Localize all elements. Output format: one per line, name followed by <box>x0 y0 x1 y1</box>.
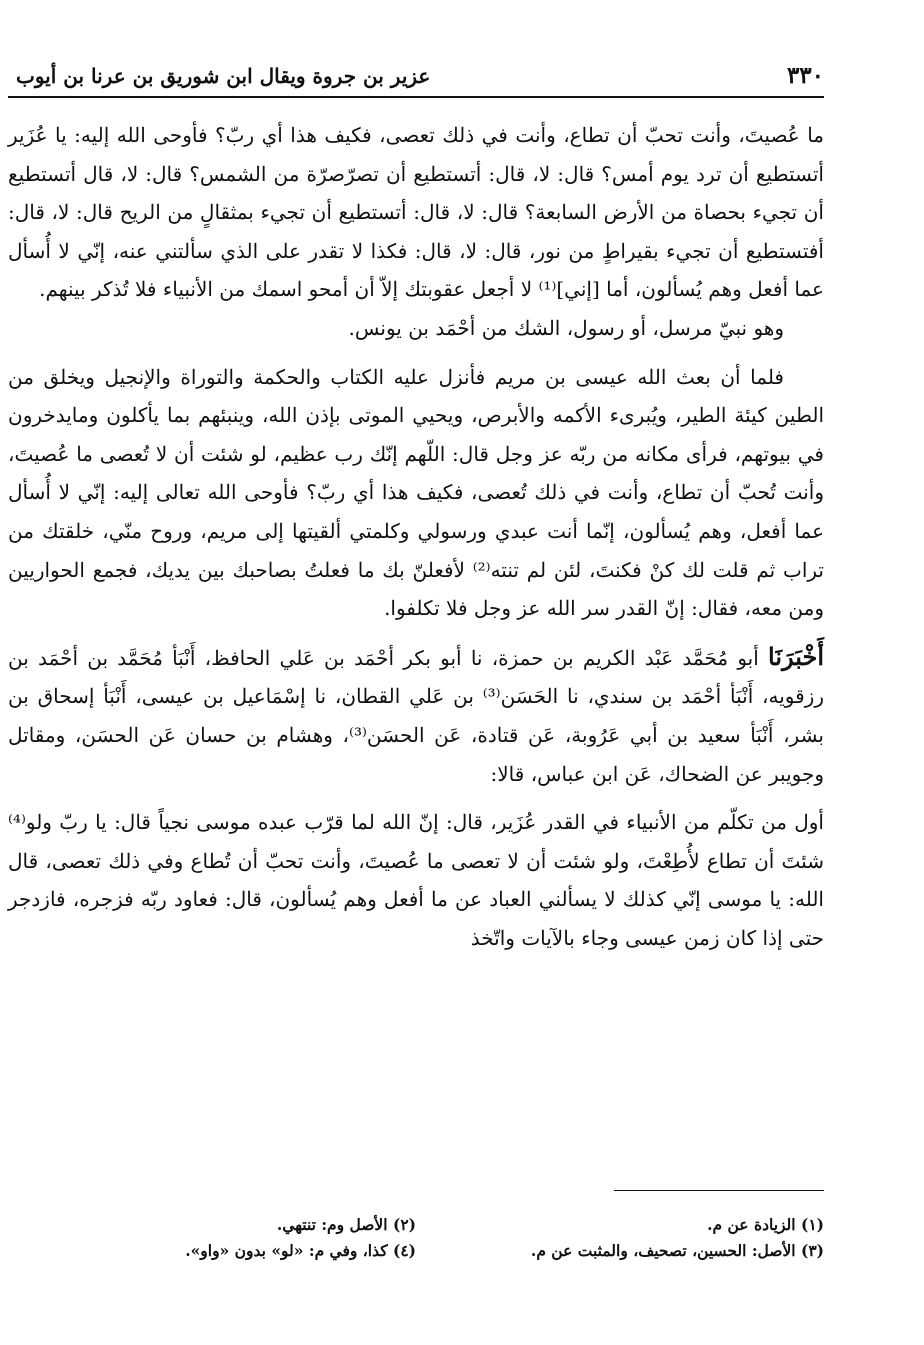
paragraph-2: وهو نبيّ مرسل، أو رسول، الشك من أحْمَد بن يونس. <box>348 315 784 340</box>
paragraph-4 <box>8 638 824 793</box>
akhbarana-lead-word: أَخْبَرَنَا <box>768 641 824 671</box>
footnote-row <box>8 1212 824 1238</box>
footnote-1: (١) الزيادة عن م. <box>707 1215 824 1234</box>
paragraph-1: ما عُصيتَ، وأنت تحبّ أن تطاع، وأنت في ذلك تعصى، فكيف هذا أي ربّ؟ فأوحى الله إليه: يا عُزَير أتستطيع أن ترد يوم أمس؟ قال: لا، قال: أتستطيع أن تصرّصرّة من الشمس؟ قال: لا، قال أتستطيع أن تجيء بحصاة من الأرض السابعة؟ قال: لا، قال: أتستطيع أن تجيء بمثقالٍ من الريح قال: لا، قال: أفتستطيع أن تجيء بقيراطٍ من نور، قال: لا، قال: فكذا لا تقدر على الذي سألتني عنه، إنّي لا أُسأل عما أفعل وهم يُسألون، أما [إني]⁽¹⁾ لا أجعل عقوبتك إلاّ أن أمحو اسمك من الأنبياء فلا تُذكر بينهم. <box>8 123 824 302</box>
paragraph-4-text: أبو مُحَمَّد عَبْد الكريم بن حمزة، نا أبو بكر أحْمَد بن عَلي الحافظ، أَنْبَأ مُحَمَّد بن أحْمَد بن رزقويه، أَنْبَأ أحْمَد بن سندي، نا الحَسَن⁽³⁾ بن عَلي القطان، نا إسْمَاعيل بن عيسى، أَنْبَأ إسحاق بن بشر، أَنْبَأ سعيد بن أبي عَرُوبة، عَن قتادة، عَن الحسَن⁽³⁾، وهشام بن حسان عَن الحسَن، ومقاتل وجويبر عن الضحاك، عَن ابن عباس، قالا: <box>8 645 824 786</box>
paragraph-3: فلما أن بعث الله عيسى بن مريم فأنزل عليه الكتاب والحكمة والتوراة والإنجيل ويخلق من الطين كيئة الطير، ويُبرىء الأكمه والأبرص، ويحيي الموتى بإذن الله، وينبئهم بما يأكلون ومايدخرون في بيوتهم، فرأى مكانه من ربّه عز وجل قال: اللّهم إنّك رب عظيم، لو شئت أن لا تُعصى ما عُصيتَ، وأنت تُحبّ أن تطاع، وأنت في ذلك تُعصى، فكيف هذا أي ربّ؟ فأوحى الله تعالى إليه: إنّي لا أُسأل عما أفعل، وهم يُسألون، إنّما أنت عبدي ورسولي وكلمتي ألقيتها إلى مريم، وروح منّي، خلقتك من تراب ثم قلت لك كنْ فكنتَ، لئن لم تنته⁽²⁾ لأفعلنّ بك ما فعلتُ بصاحبك بين يديك، فجمع الحواريين ومن معه، فقال: إنّ القدر سر الله عز وجل فلا تكلفوا. <box>8 364 825 621</box>
main-text <box>8 116 824 957</box>
footnote-separator <box>614 1190 824 1191</box>
running-title: عزير بن جروة ويقال ابن شوريق بن عرنا بن أيوب <box>16 64 431 88</box>
footnote-2: (٢) الأصل وم: تنتهي. <box>276 1215 416 1234</box>
page-header <box>8 58 824 98</box>
footnote-3: (٣) الأصل: الحسين، تصحيف، والمثبت عن م. <box>530 1241 824 1260</box>
page-number: ٣٣٠ <box>786 62 824 89</box>
footnote-4: (٤) كذا، وفي م: «لو» بدون «واو». <box>185 1241 416 1260</box>
footnotes <box>8 1212 824 1264</box>
paragraph-5: أول من تكلّم من الأنبياء في القدر عُزَير، قال: إنّ الله لما قرّب عبده موسى نجياً قال: يا ربّ ولو⁽⁴⁾ شئتَ أن تطاع لأُطِعْتَ، ولو شئت أن لا تعصى ما عُصيتَ، وأنت تحبّ أن تُطاع وفي ذلك تعصى، قال الله: يا موسى إنّي كذلك لا يسألني العباد عن ما أفعل وهم يُسألون، قال: فعاود ربّه فزجره، فازدجر حتى إذا كان زمن عيسى وجاء بالآيات واتّخذ <box>8 810 824 950</box>
footnote-row <box>8 1238 824 1264</box>
